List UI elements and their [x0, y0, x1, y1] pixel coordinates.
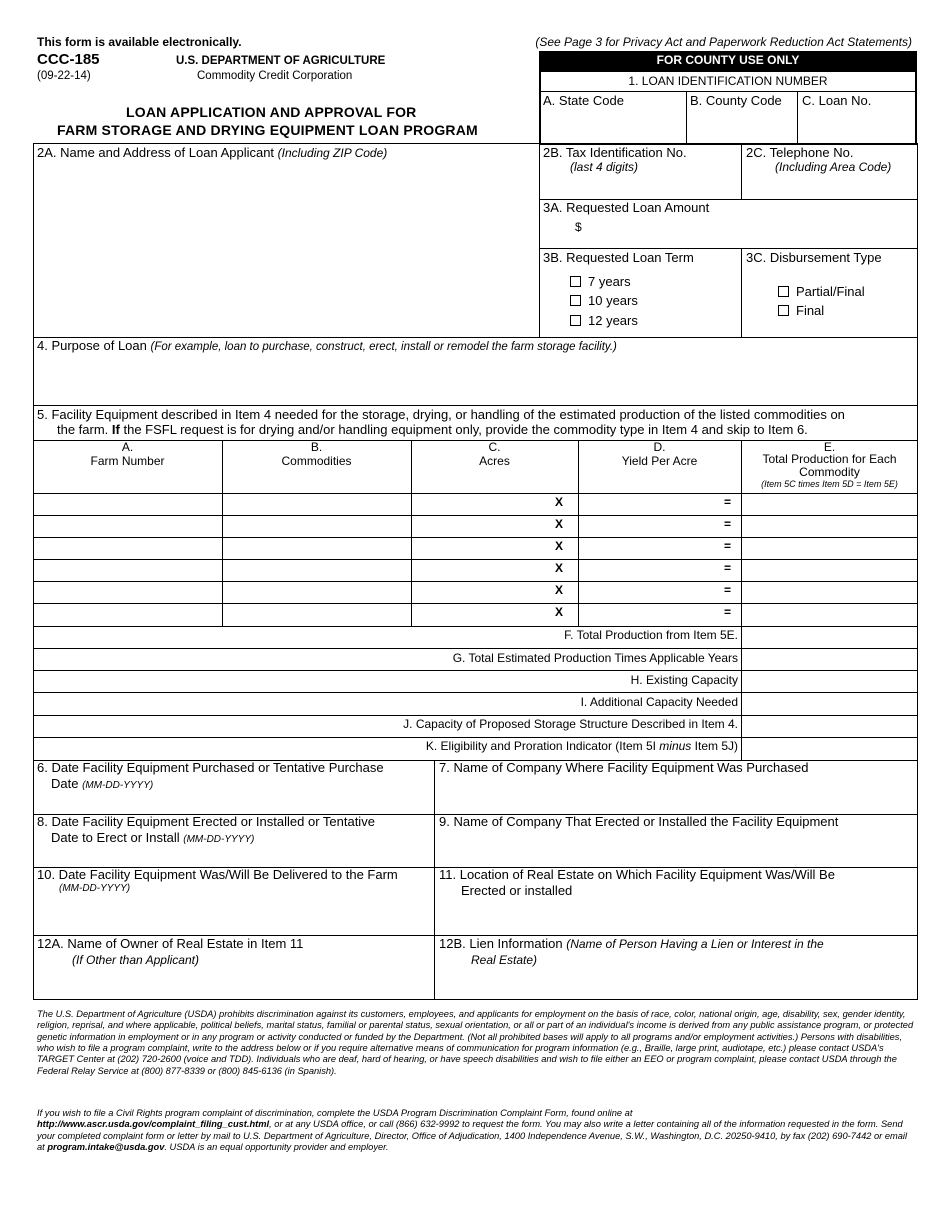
- item-12a-label: 12A. Name of Owner of Real Estate in Item 11: [37, 936, 304, 951]
- times-symbol: X: [555, 495, 564, 509]
- item-8-label-line2: Date to Erect or Install (MM-DD-YYYY): [51, 830, 255, 845]
- item-5-text-line1: 5. Facility Equipment described in Item 4 needed for the storage, drying, or handling of the estimated production of the listed commodities on: [37, 407, 845, 422]
- checkbox-icon: [570, 295, 581, 306]
- farm-number-field-row-4[interactable]: [35, 561, 220, 579]
- yield-per-acre-field-row-4[interactable]: [580, 561, 739, 579]
- equals-symbol: =: [724, 561, 732, 575]
- term-7-years-checkbox[interactable]: 7 years: [570, 274, 631, 289]
- installer-company-field[interactable]: [437, 834, 916, 865]
- row-j-value-field[interactable]: [743, 717, 916, 736]
- col-c-letter: C.: [488, 440, 501, 454]
- county-use-title: FOR COUNTY USE ONLY: [656, 53, 800, 67]
- item-12b-label: 12B. Lien Information (Name of Person Having a Lien or Interest in the: [439, 936, 824, 951]
- yield-per-acre-field-row-3[interactable]: [580, 539, 739, 557]
- item-3c-label: 3C. Disbursement Type: [746, 250, 882, 265]
- county-code-label: B. County Code: [690, 93, 782, 108]
- loan-id-label: 1. LOAN IDENTIFICATION NUMBER: [628, 74, 828, 88]
- equals-symbol: =: [724, 539, 732, 553]
- department-name: U.S. DEPARTMENT OF AGRICULTURE: [176, 55, 386, 67]
- commodity-field-row-5[interactable]: [224, 583, 409, 601]
- row-j-label: J. Capacity of Proposed Storage Structure Described in Item 4.: [403, 717, 738, 731]
- item-2b-hint: (last 4 digits): [570, 160, 639, 174]
- item-2c-hint: (Including Area Code): [775, 160, 892, 174]
- col-e-letter: E.: [823, 440, 836, 454]
- lien-information-field[interactable]: [437, 970, 916, 998]
- col-d-letter: D.: [653, 440, 666, 454]
- farm-number-field-row-6[interactable]: [35, 605, 220, 623]
- commodity-field-row-3[interactable]: [224, 539, 409, 557]
- yield-per-acre-field-row-5[interactable]: [580, 583, 739, 601]
- item-10-hint: (MM-DD-YYYY): [59, 883, 131, 894]
- privacy-note: (See Page 3 for Privacy Act and Paperwork Reduction Act Statements): [535, 35, 912, 49]
- row-k-label: K. Eligibility and Proration Indicator (Item 5I minus Item 5J): [425, 739, 738, 753]
- yield-per-acre-field-row-1[interactable]: [580, 495, 739, 513]
- form-number: CCC-185: [37, 51, 100, 68]
- total-production-field-row-5[interactable]: [743, 583, 916, 601]
- total-production-field-row-2[interactable]: [743, 517, 916, 535]
- times-symbol: X: [555, 561, 564, 575]
- currency-symbol: $: [575, 220, 582, 234]
- state-code-label: A. State Code: [543, 93, 624, 108]
- total-production-field-row-3[interactable]: [743, 539, 916, 557]
- delivery-date-field[interactable]: [36, 898, 432, 933]
- row-g-label: G. Total Estimated Production Times Applicable Years: [452, 651, 738, 665]
- item-11-label-line2: Erected or installed: [461, 883, 573, 898]
- row-h-label: H. Existing Capacity: [630, 673, 738, 687]
- commodity-field-row-2[interactable]: [224, 517, 409, 535]
- yield-per-acre-field-row-2[interactable]: [580, 517, 739, 535]
- item-2b-label: 2B. Tax Identification No.: [543, 145, 687, 160]
- commodity-field-row-1[interactable]: [224, 495, 409, 513]
- total-production-field-row-1[interactable]: [743, 495, 916, 513]
- col-a-letter: A.: [121, 440, 134, 454]
- term-10-years-checkbox[interactable]: 10 years: [570, 293, 638, 308]
- total-production-field-row-6[interactable]: [743, 605, 916, 623]
- col-d-header: Yield Per Acre: [621, 454, 698, 468]
- checkbox-icon: [570, 276, 581, 287]
- acres-field-row-1[interactable]: [413, 495, 576, 513]
- item-12a-hint: (If Other than Applicant): [72, 953, 199, 967]
- agency-name: Commodity Credit Corporation: [197, 70, 353, 82]
- telephone-field[interactable]: [744, 176, 916, 198]
- acres-field-row-4[interactable]: [413, 561, 576, 579]
- farm-number-field-row-5[interactable]: [35, 583, 220, 601]
- col-e-note: (Item 5C times Item 5D = Item 5E): [761, 479, 898, 489]
- form-title-line1: LOAN APPLICATION AND APPROVAL FOR: [126, 104, 417, 120]
- loan-no-label: C. Loan No.: [802, 93, 872, 108]
- col-b-letter: B.: [310, 440, 323, 454]
- term-12-years-checkbox[interactable]: 12 years: [570, 313, 638, 328]
- farm-number-field-row-1[interactable]: [35, 495, 220, 513]
- item-8-label-line1: 8. Date Facility Equipment Erected or Installed or Tentative: [37, 814, 375, 829]
- equals-symbol: =: [724, 495, 732, 509]
- row-i-label: I. Additional Capacity Needed: [580, 695, 738, 709]
- equals-symbol: =: [724, 517, 732, 531]
- purpose-of-loan-field[interactable]: [36, 356, 914, 402]
- yield-per-acre-field-row-6[interactable]: [580, 605, 739, 623]
- col-b-header: Commodities: [281, 454, 352, 468]
- row-i-value-field[interactable]: [743, 694, 916, 713]
- item-7-label: 7. Name of Company Where Facility Equipment Was Purchased: [439, 760, 809, 775]
- item-2c-label: 2C. Telephone No.: [746, 145, 854, 160]
- checkbox-icon: [778, 286, 789, 297]
- item-2a-label: 2A. Name and Address of Loan Applicant (Including ZIP Code): [37, 145, 388, 160]
- row-f-label: F. Total Production from Item 5E.: [564, 628, 738, 642]
- times-symbol: X: [555, 517, 564, 531]
- row-f-value-field[interactable]: [743, 628, 916, 647]
- item-5-text-line2: the farm. If the FSFL request is for drying and/or handling equipment only, provide the commodity type in Item 4 and skip to Item 6.: [57, 422, 808, 437]
- nondiscrimination-statement: The U.S. Department of Agriculture (USDA) prohibits discrimination against its customers, employees, and applicants for employment on the basis of race, color, national origin, age, disability, sex, gender identity, religion, reprisal, and where applicable, political beliefs, marital status, familial or parental status, sexual orientation, or all or part of an individual's income is derived from any public assistance program, or protected genetic information in employment or in any program or activity conducted or funded by the Department. (Not all prohibited bases will apply to all programs and/or employment activities.) Persons with disabilities, who wish to file a program complaint, write to the address below or if you require alternative means of communication for program information (e.g., Braille, large print, audiotape, etc.) please contact USDA's TARGET Center at (202) 720-2600 (voice and TDD). Individuals who are deaf, hard of hearing, or have speech disabilities and wish to file either an EEO or program complaint, please contact USDA through the Federal Relay Service at (800) 877-8339 or (800) 845-6136 (in Spanish).: [37, 1009, 914, 1076]
- col-e-header: Total Production for Each Commodity: [762, 452, 897, 479]
- disbursement-final-checkbox[interactable]: Final: [778, 303, 824, 318]
- checkbox-icon: [570, 315, 581, 326]
- erect-date-field[interactable]: [36, 848, 432, 866]
- disbursement-partial-final-checkbox[interactable]: Partial/Final: [778, 284, 865, 299]
- availability-note: This form is available electronically.: [37, 35, 242, 49]
- purchase-date-field[interactable]: [36, 794, 432, 812]
- applicant-name-address-field[interactable]: [36, 164, 536, 334]
- purchase-company-field[interactable]: [437, 780, 916, 812]
- times-symbol: X: [555, 539, 564, 553]
- complaint-email-link[interactable]: program.intake@usda.gov: [47, 1141, 165, 1152]
- tax-id-field[interactable]: [542, 176, 738, 198]
- equals-symbol: =: [724, 583, 732, 597]
- item-3a-label: 3A. Requested Loan Amount: [543, 200, 710, 215]
- item-12b-hint: Real Estate): [471, 953, 538, 967]
- real-estate-owner-field[interactable]: [36, 970, 432, 998]
- item-6-label-line2: Date (MM-DD-YYYY): [51, 776, 154, 791]
- item-11-label-line1: 11. Location of Real Estate on Which Facility Equipment Was/Will Be: [439, 867, 835, 882]
- row-k-value-field[interactable]: [743, 739, 916, 758]
- col-a-header: Farm Number: [90, 454, 165, 468]
- commodity-field-row-6[interactable]: [224, 605, 409, 623]
- acres-field-row-6[interactable]: [413, 605, 576, 623]
- item-10-label: 10. Date Facility Equipment Was/Will Be Delivered to the Farm: [37, 867, 398, 882]
- farm-number-field-row-2[interactable]: [35, 517, 220, 535]
- farm-number-field-row-3[interactable]: [35, 539, 220, 557]
- item-6-label-line1: 6. Date Facility Equipment Purchased or Tentative Purchase: [37, 760, 384, 775]
- total-production-field-row-4[interactable]: [743, 561, 916, 579]
- times-symbol: X: [555, 583, 564, 597]
- row-g-value-field[interactable]: [743, 650, 916, 669]
- form-title-line2: FARM STORAGE AND DRYING EQUIPMENT LOAN PROGRAM: [57, 122, 478, 138]
- form-date: (09-22-14): [37, 70, 91, 82]
- acres-field-row-2[interactable]: [413, 517, 576, 535]
- acres-field-row-5[interactable]: [413, 583, 576, 601]
- complaint-form-link[interactable]: http://www.ascr.usda.gov/complaint_filing_cust.html: [37, 1119, 270, 1130]
- col-c-header: Acres: [479, 454, 510, 468]
- item-9-label: 9. Name of Company That Erected or Installed the Facility Equipment: [439, 814, 839, 829]
- complaint-instructions: If you wish to file a Civil Rights program complaint of discrimination, complete the USDA Program Discrimination Complaint Form, found online at http://www.ascr.usda.gov/complaint_filing_cust.html, or at any USDA office, or call (866) 632-9992 to request the form. You may also write a letter containing all of the information requested in the form. Send your completed complaint form or letter by mail to U.S. Department of Agriculture, Director, Office of Adjudication, 1400 Independence Avenue, S.W., Washington, D.C. 20250-9410, by fax (202) 690-7442 or email at program.intake@usda.gov. USDA is an equal opportunity provider and employer.: [37, 1108, 908, 1152]
- times-symbol: X: [555, 605, 564, 619]
- row-h-value-field[interactable]: [743, 672, 916, 691]
- acres-field-row-3[interactable]: [413, 539, 576, 557]
- item-4-label: 4. Purpose of Loan (For example, loan to purchase, construct, erect, install or remodel the farm storage facility.): [37, 338, 617, 353]
- commodity-field-row-4[interactable]: [224, 561, 409, 579]
- checkbox-icon: [778, 305, 789, 316]
- equals-symbol: =: [724, 605, 732, 619]
- item-3b-label: 3B. Requested Loan Term: [543, 250, 694, 265]
- loan-amount-field[interactable]: [586, 218, 914, 244]
- real-estate-location-field[interactable]: [437, 901, 916, 933]
